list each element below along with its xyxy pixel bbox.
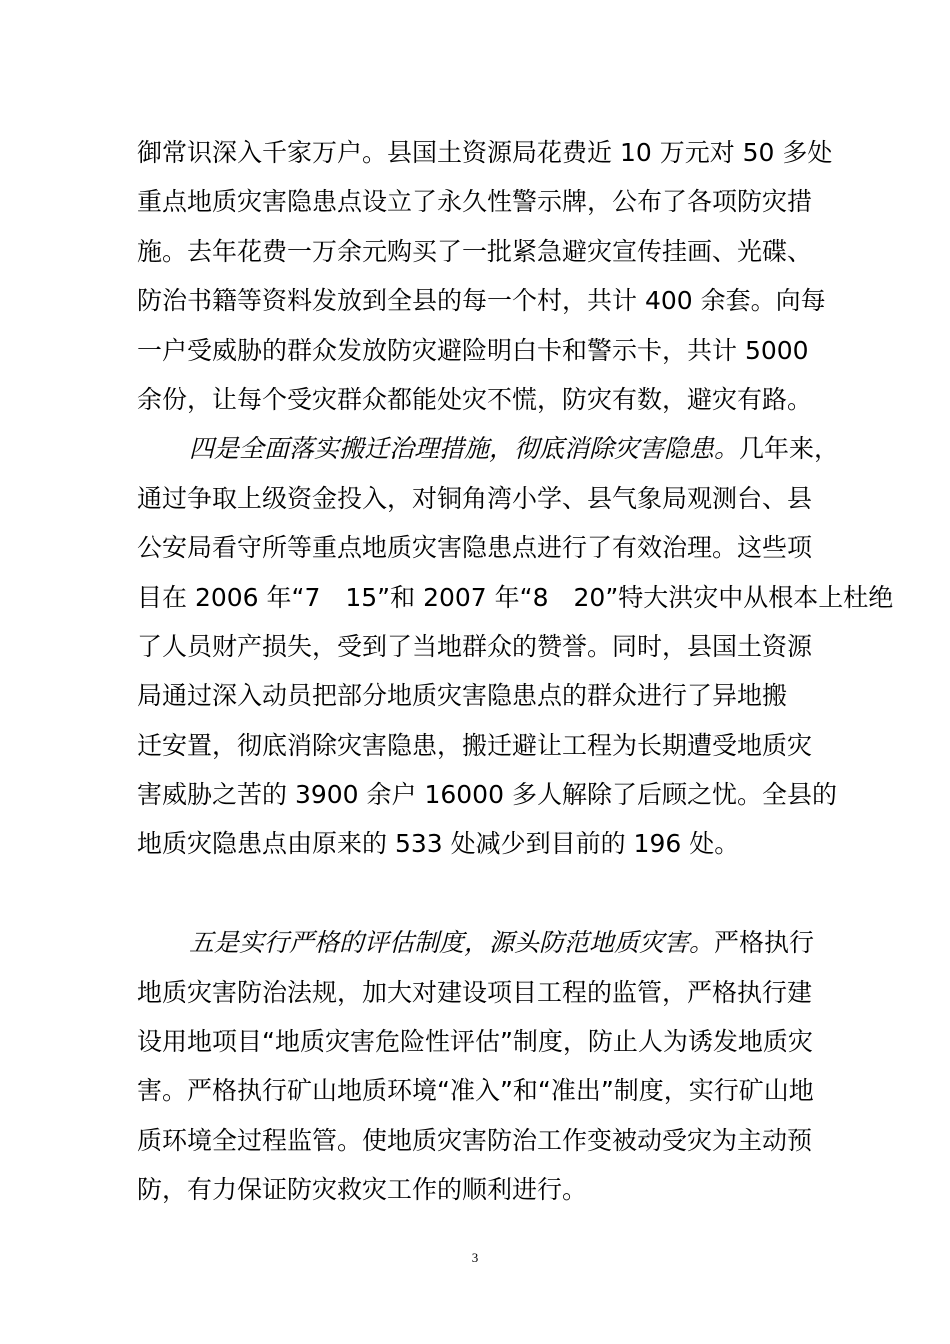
text-line: 质环境全过程监管。使地质灾害防治工作变被动受灾为主动预 [137, 1125, 813, 1155]
text-line: 防治书籍等资料发放到全县的每一个村，共计 400 余套。向每 [137, 286, 826, 316]
body-text [137, 128, 894, 1215]
paragraph-start-line [137, 918, 817, 967]
text-line: 防，有力保证防灾救灾工作的顺利进行。 [137, 1175, 588, 1205]
text-line: 地质灾害防治法规，加大对建设项目工程的监管，严格执行建 [137, 977, 813, 1007]
text-line: 迁安置，彻底消除灾害隐患，搬迁避让工程为长期遭受地质灾 [137, 730, 813, 760]
blank-line [137, 869, 817, 918]
page-number: 3 [471, 1250, 479, 1265]
section-heading-five: 五是实行严格的评估制度，源头防范地质灾害。 [189, 928, 715, 958]
text-line: 一户受威胁的群众发放防灾避险明白卡和警示卡，共计 5000 [137, 335, 809, 365]
text-run: 严格执行 [714, 928, 815, 958]
text-line: 重点地质灾害隐患点设立了永久性警示牌，公布了各项防灾措 [137, 187, 813, 217]
text-line: 通过争取上级资金投入，对铜角湾小学、县气象局观测台、县 [137, 483, 813, 513]
text-line: 余份，让每个受灾群众都能处灾不慌，防灾有数，避灾有路。 [137, 384, 813, 414]
text-line: 御常识深入千家万户。县国土资源局花费近 10 万元对 50 多处 [137, 138, 833, 167]
text-line: 施。去年花费一万余元购买了一批紧急避灾宣传挂画、光碟、 [137, 236, 813, 266]
text-line: 害。严格执行矿山地质环境“准入”和“准出”制度，实行矿山地 [137, 1076, 814, 1106]
text-line: 局通过深入动员把部分地质灾害隐患点的群众进行了异地搬 [137, 681, 788, 711]
section-heading-four: 四是全面落实搬迁治理措施，彻底消除灾害隐患。 [189, 434, 740, 464]
text-line: 害威胁之苦的 3900 余户 16000 多人解除了后顾之忧。全县的 [137, 780, 837, 810]
text-line: 了人员财产损失，受到了当地群众的赞誉。同时，县国土资源 [137, 631, 813, 661]
paragraph-start-line [137, 424, 840, 473]
text-line: 设用地项目“地质灾害危险性评估”制度，防止人为诱发地质灾 [137, 1027, 813, 1057]
text-line: 公安局看守所等重点地质灾害隐患点进行了有效治理。这些项 [137, 533, 813, 563]
text-line: 地质灾隐患点由原来的 533 处减少到目前的 196 处。 [137, 829, 740, 859]
text-line: 目在 2006 年“7 15”和 2007 年“8 20”特大洪灾中从根本上杜绝 [137, 582, 894, 612]
text-run: 几年来， [739, 434, 840, 464]
